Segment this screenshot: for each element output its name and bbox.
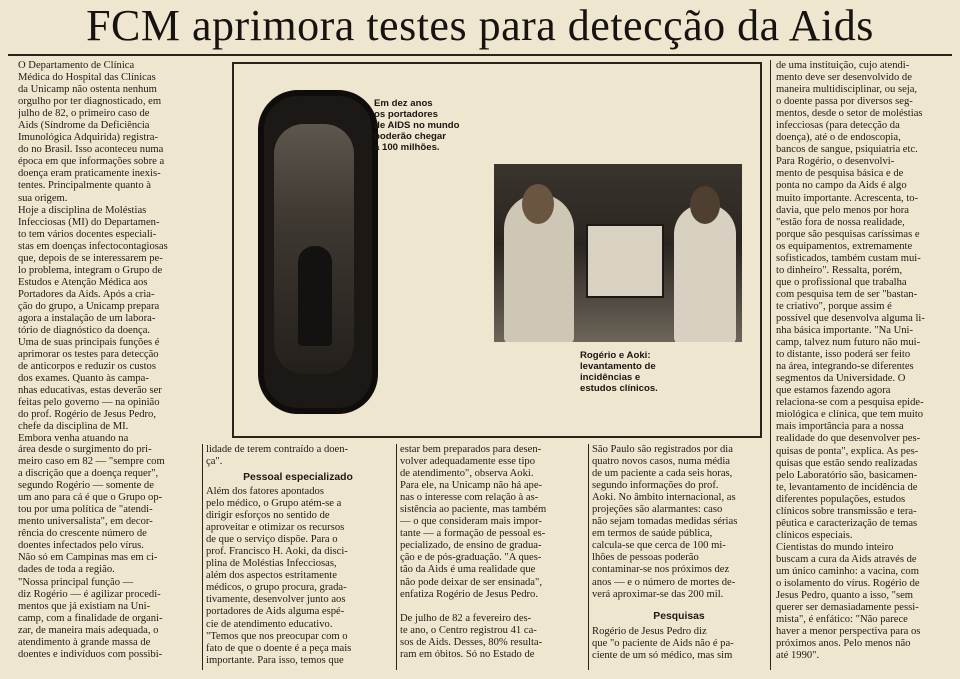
- column-2-bottom-text: Além dos fatores apontados pelo médico, o Grupo atém-se a dirigir esforços no sentido de aproveitar e otimizar os recursos de que o serviço dispõe. Para o prof. Francisco H. Aoki, da disci- plina de Moléstias Infecciosas, além dos aspectos estritamente médicos, o grupo procura, grada- tivamente, desenvolver junto aos portadores de Aids alguma espé- cie de atendimento educativo. "Temos que nos preocupar com o fato de que o doente é a peça mais importante. Para isso, temos que: [206, 486, 352, 666]
- column-1-top-text: O Departamento de Clínica Médica do Hospital das Clínicas da Unicamp não ostenta nenhum orgulho por ter diagnosticado, em julho de 82, o primeiro caso de Aids (Síndrome da Deficiência Imunológica Adquirida) registra- do no Brasil. Isso aconteceu numa época em que informações sobre a doença eram praticamente inexis- tentes. Principalmente quanto à sua origem. Hoje a disciplina de Moléstias Infecciosas (MI) do Departamen- to tem vários docentes especiali- stas em doenças infectocontagiosas que, depois de se interessarem pe- lo problema, integram o Grupo de Estudos e Atenção Médica aos Portadores da Aids. Após a cria- ção do grupo, a Unicamp prepara agora a instalação de um labora- tório de diagnóstico da doença. Uma de suas principais funções é aprimorar os testes para detecção de anticorpos e reduzir os custos dos exames. Quanto às campa- nhas educativas, estas deverão ser feitas pelo governo — na opinião do prof. Rogério de Jesus Pedro, chefe da disciplina de MI. Embora venha atuando na: [18, 60, 168, 444]
- column-3-text: estar bem preparados para desen- volver adequadamente esse tipo de atendimento", observa Aoki. Para ele, na Unicamp não há ape- nas o interesse com relação à as- sistência ao paciente, mas também — o que consideram mais impor- tante — a formação de pessoal es- pecializado, de ensino de gradua- ção e de pós-graduação. "A ques- tão da Aids é uma realidade que não pode deixar de ser ensinada", enfatiza Rogério de Jesus Pedro. De julho de 82 a fevereiro des- te ano, o Centro registrou 41 ca- sos de Aids. Desses, 80% resulta- ram em óbitos. Só no Estado de: [400, 444, 547, 660]
- person-right-head: [690, 186, 720, 224]
- headline: FCM aprimora testes para detecção da Aids: [86, 1, 874, 50]
- column-2-top-text: lidade de terem contraído a doen- ça".: [206, 444, 349, 468]
- subhead-pessoal-especializado: Pessoal especializado: [243, 472, 353, 483]
- photo-caption-top: Em dez anos os portadores de AIDS no mundo poderão chegar a 100 milhões.: [374, 98, 460, 153]
- silhouette-figure: [298, 246, 332, 346]
- column-1-bottom-text: área desde o surgimento do pri- meiro caso em 82 — "sempre com a discrição que a doença requer", segundo Rogério — somente de um ano para cá é que o Grupo op- tou por uma política de "atendi- mento universalista", em decor- rência do crescente número de doentes infectados pelo vírus. Não só em Campinas mas em ci- dades de toda a região. "Nossa principal função — diz Rogério — é agilizar procedi- mentos que já existiam na Uni- camp, com a finalidade de organi- zar, de maneira mais adequada, o atendimento à grande massa de doentes e indivíduos com possibi-: [18, 444, 165, 660]
- headline-rule: [8, 54, 952, 56]
- column-4-bottom-text: Rogério de Jesus Pedro diz que "o paciente de Aids não é pa- ciente de um só médico, mas sim: [592, 626, 734, 662]
- person-right: [674, 204, 736, 342]
- column-4-top-text: São Paulo são registrados por dia quatro novos casos, numa média de um paciente a cada seis horas, segundo informações do prof. Aoki. No âmbito internacional, as projeções são alarmantes: caso não sejam tomadas medidas sérias em termos de saúde pública, calcula-se que cerca de 100 mi- lhões de pessoas poderão contaminar-se nos próximos dez anos — e o número de mortes de- verá aproximar-se das 200 mil.: [592, 444, 738, 600]
- person-left-head: [522, 184, 554, 224]
- doctors-photo: [494, 164, 742, 342]
- column-rule-4: [770, 60, 771, 670]
- column-5-text: de uma instituição, cujo atendi- mento deve ser desenvolvido de maneira multidisciplinar, ou seja, o doente passa por diversos seg- mentos, desde o setor de moléstias infecciosas (para detecção da doença), até o de endoscopia, bancos de sangue, psiquiatria etc. Para Rogério, o desenvolvi- mento de pesquisa básica e de ponta no campo da Aids é algo muito importante. Acrescenta, to- davia, que pelo menos por hora "estão fora de nossa realidade, porque são pesquisas caríssimas e os equipamentos, extremamente sofisticados, também custam mui- to dinheiro". Ressalta, porém, que o profissional que trabalha com pesquisa tem de ser "bastan- te criativo", porque assim é possível que desenvolva alguma li- nha básica importante. "Na Uni- camp, talvez num futuro não mui- to distante, isso poderá ser feito na área, integrando-se diferentes segmentos da Universidade. O que estamos fazendo agora relaciona-se com a pesquisa epide- miológica e clínica, que tem muito mais importância para a nossa realidade do que desenvolver pes- quisas de ponta", explica. As pes- quisas que estão sendo realizadas pelo Laboratório são, basicamen- te, levantamento de incidência de diferentes populações, estudos clínicos sobre transmissão e tera- pêutica e caracterização de temas clínicos especiais. Cientistas do mundo inteiro buscam a cura da Aids através de um único caminho: a vacina, com o isolamento do vírus. Rogério de Jesus Pedro, quanto a isso, "sem querer ser demasiadamente pessi- mista", é enfático: "Não parece haver a menor perspectiva para os próximos anos. Pelo menos não até 1990".: [776, 60, 925, 662]
- window-photo: [258, 90, 378, 414]
- column-rule-2: [396, 444, 397, 670]
- column-rule-3: [588, 444, 589, 670]
- column-rule-1: [202, 444, 203, 670]
- subhead-pesquisas: Pesquisas: [653, 611, 705, 622]
- chart-board: [586, 224, 664, 298]
- photo-caption-bottom: Rogério e Aoki: levantamento de incidências e estudos clínicos.: [580, 350, 658, 394]
